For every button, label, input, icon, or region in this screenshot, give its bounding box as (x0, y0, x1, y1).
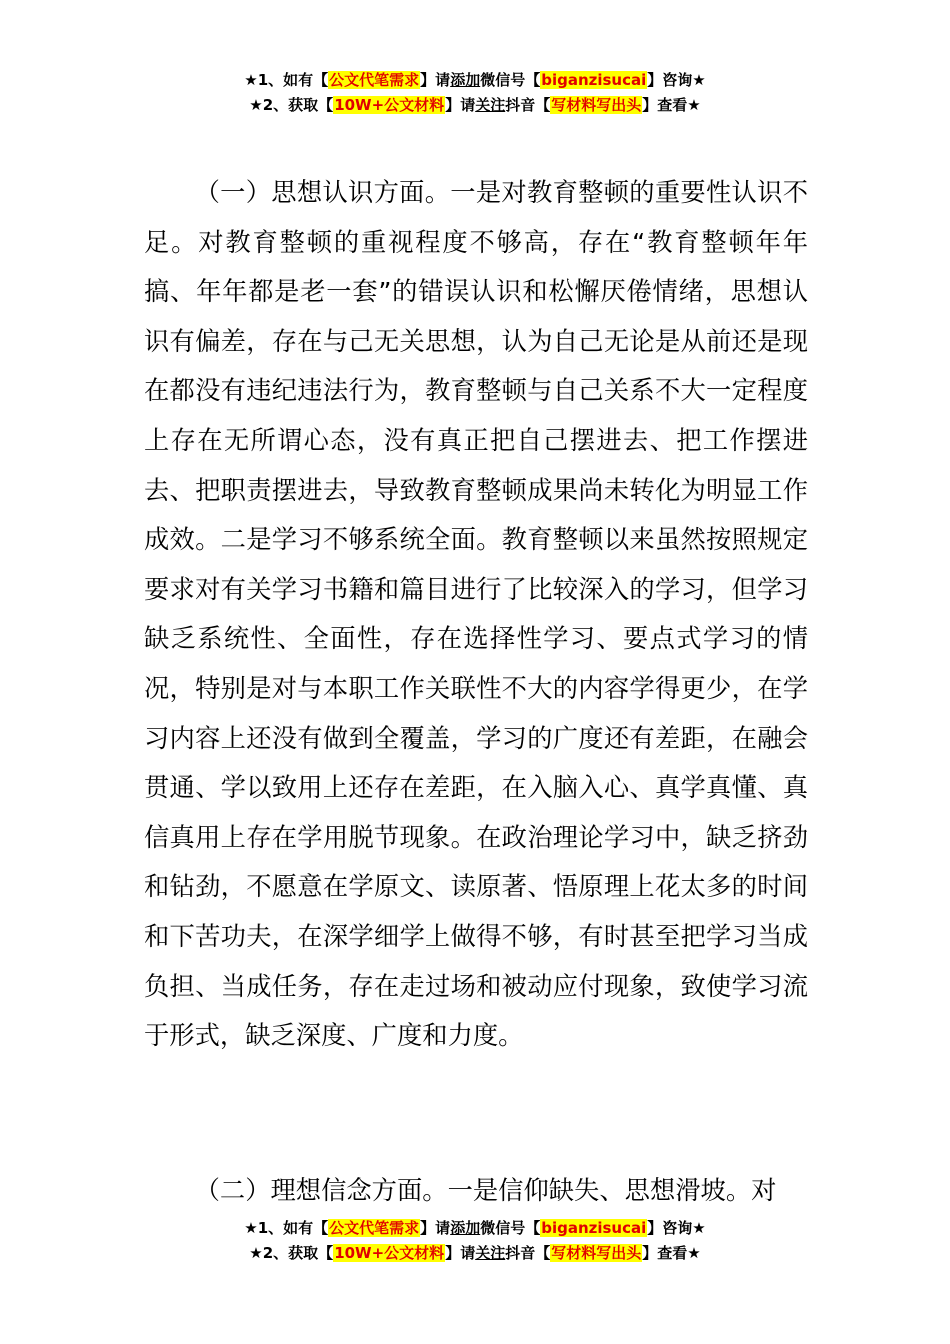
highlight-materials: 10W+公文材料 (334, 1244, 445, 1262)
paragraph: （二）理想信念方面。一是信仰缺失、思想滑坡。对 (194, 1176, 777, 1205)
banner-text: ★1、如有【 (244, 1219, 329, 1237)
highlight-douyin-account: 写材料写出头 (551, 96, 642, 114)
highlight-wechat-id: biganzisucai (541, 1219, 647, 1237)
footer-banner (0, 1216, 950, 1266)
banner-text: 】请 (420, 1219, 451, 1237)
document-body-continued (144, 1166, 808, 1216)
banner-text: ★1、如有【 (244, 71, 329, 89)
document-body (144, 168, 808, 1061)
banner-text: 微信号【 (480, 1219, 541, 1237)
banner-text: 】请 (420, 71, 451, 89)
highlight-wechat-id: biganzisucai (541, 71, 647, 89)
underlined-text: 添加 (450, 71, 481, 89)
banner-text: 】查看★ (642, 1244, 701, 1262)
banner-line-1 (0, 68, 950, 93)
header-banner (0, 68, 950, 118)
underlined-text: 关注 (475, 96, 506, 114)
highlight-service: 公文代笔需求 (329, 71, 420, 89)
banner-text: 】请 (445, 96, 476, 114)
banner-text: 抖音【 (505, 96, 551, 114)
banner-text: ★2、获取【 (249, 96, 334, 114)
banner-text: ★2、获取【 (249, 1244, 334, 1262)
banner-text: 】咨询★ (647, 71, 706, 89)
banner-text: 微信号【 (480, 71, 541, 89)
highlight-service: 公文代笔需求 (329, 1219, 420, 1237)
banner-line-2 (0, 93, 950, 118)
highlight-douyin-account: 写材料写出头 (551, 1244, 642, 1262)
banner-text: 】请 (445, 1244, 476, 1262)
underlined-text: 添加 (450, 1219, 481, 1237)
banner-text: 】咨询★ (647, 1219, 706, 1237)
banner-text: 抖音【 (505, 1244, 551, 1262)
paragraph: （一）思想认识方面。一是对教育整顿的重要性认识不足。对教育整顿的重视程度不够高，存在“教育整顿年年搞、年年都是老一套”的错误认识和松懈厌倦情绪，思想认识有偏差，存在与己无关思想，认为自己无论是从前还是现在都没有违纪违法行为，教育整顿与自己关系不大一定程度上存在无所谓心态，没有真正把自己摆进去、把工作摆进去、把职责摆进去，导致教育整顿成果尚未转化为明显工作成效。二是学习不够系统全面。教育整顿以来虽然按照规定要求对有关学习书籍和篇目进行了比较深入的学习，但学习缺乏系统性、全面性，存在选择性学习、要点式学习的情况，特别是对与本职工作关联性不大的内容学得更少，在学习内容上还没有做到全覆盖，学习的广度还有差距，在融会贯通、学以致用上还存在差距，在入脑入心、真学真懂、真信真用上存在学用脱节现象。在政治理论学习中，缺乏挤劲和钻劲，不愿意在学原文、读原著、悟原理上花太多的时间和下苦功夫，在深学细学上做得不够，有时甚至把学习当成负担、当成任务，存在走过场和被动应付现象，致使学习流于形式，缺乏深度、广度和力度。 (144, 178, 808, 1051)
highlight-materials: 10W+公文材料 (334, 96, 445, 114)
underlined-text: 关注 (475, 1244, 506, 1262)
banner-text: 】查看★ (642, 96, 701, 114)
banner-line-1 (0, 1216, 950, 1241)
banner-line-2 (0, 1241, 950, 1266)
